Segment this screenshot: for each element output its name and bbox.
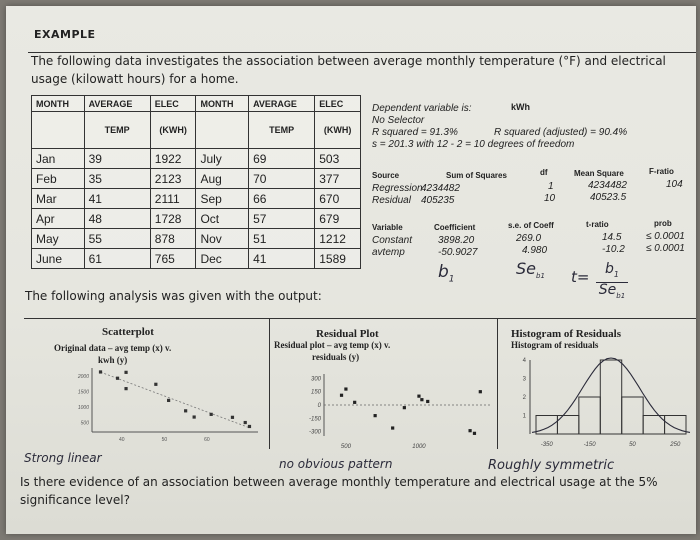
col-subheader: TEMP (249, 112, 315, 149)
y-tick-label: 500 (80, 420, 89, 427)
r-squared: R squared = 91.3% (372, 127, 458, 138)
coef-cell: 4.980 (522, 245, 548, 256)
coef-header: t-ratio (586, 220, 609, 229)
data-point (184, 409, 187, 412)
data-point (353, 401, 356, 404)
x-tick-label: 40 (119, 437, 125, 443)
table-cell: 1728 (150, 209, 196, 229)
table-cell: Feb (32, 169, 85, 189)
data-point (154, 383, 157, 386)
table-cell: July (196, 149, 249, 169)
handwritten-b1 (438, 262, 455, 284)
col-header: AVERAGE (249, 96, 315, 112)
t-numerator (596, 262, 628, 283)
col-header: AVERAGE (84, 96, 150, 112)
intro-line-2: usage (kilowatt hours) for a home. (31, 72, 239, 86)
coef-header: s.e. of Coeff (508, 221, 554, 230)
t-formula-fraction (596, 262, 628, 304)
data-point (473, 432, 476, 435)
coef-header: Coefficient (434, 223, 476, 232)
table-row (32, 149, 361, 169)
data-point (248, 425, 251, 428)
residual-subtitle-2: residuals (y) (312, 352, 360, 362)
anova-header: Mean Square (574, 169, 624, 178)
table-cell: 1922 (150, 149, 196, 169)
top-rule (28, 52, 696, 53)
data-point (244, 421, 247, 424)
histogram-bar (579, 397, 600, 434)
r-squared-adjusted: R squared (adjusted) = 90.4% (494, 127, 628, 138)
coef-cell: avtemp (372, 247, 405, 258)
coef-header: Variable (372, 223, 403, 232)
y-tick-label: 2000 (77, 373, 89, 380)
data-table (31, 95, 361, 269)
x-tick-label: 50 (161, 437, 168, 443)
table-cell: 2123 (150, 169, 196, 189)
table-row (32, 169, 361, 189)
anova-header: Source (372, 171, 400, 180)
table-cell: 41 (84, 189, 150, 209)
dep-var-label: Dependent variable is: (372, 103, 472, 114)
table-cell: May (32, 229, 85, 249)
coef-cell: ≤ 0.0001 (646, 231, 685, 242)
data-point (167, 399, 170, 402)
table-cell: 1589 (315, 249, 361, 269)
table-cell: 51 (249, 229, 315, 249)
table-cell: Nov (196, 229, 249, 249)
table-cell: Mar (32, 189, 85, 209)
b1-letter: b (438, 262, 449, 282)
x-tick-label: 500 (340, 444, 351, 449)
dep-var-value: kWh (511, 102, 530, 112)
selector-label: No Selector (372, 115, 425, 126)
y-tick-label: 4 (522, 358, 526, 364)
coef-cell: 269.0 (516, 233, 542, 244)
table-subheader-row (32, 112, 361, 149)
table-cell: Aug (196, 169, 249, 189)
data-point (344, 387, 347, 390)
worksheet-page (6, 6, 696, 534)
anova-cell: 40523.5 (590, 192, 627, 203)
t-den-sub: b1 (616, 291, 626, 300)
col-subheader (196, 112, 249, 149)
data-point (417, 395, 420, 398)
anova-cell: 10 (544, 193, 556, 204)
coef-cell: 3898.20 (438, 235, 475, 246)
question-line-1: Is there evidence of an association between average monthly temperature and electrical usage at the 5% (20, 475, 658, 489)
col-header: ELEC (315, 96, 361, 112)
anova-header: F-ratio (649, 167, 674, 176)
intro-line-1: The following data investigates the association between average monthly temperature (°F) and electrical (31, 54, 666, 68)
table-header-row (32, 96, 361, 112)
table-cell: 41 (249, 249, 315, 269)
histogram-chart (500, 352, 694, 449)
data-point (116, 377, 119, 380)
handwritten-no-pattern: no obvious pattern (279, 457, 393, 471)
histogram-bar (600, 360, 621, 434)
table-cell: 66 (249, 189, 315, 209)
data-point (468, 429, 471, 432)
question-line-2: significance level? (20, 493, 130, 507)
table-row (32, 229, 361, 249)
handwritten-t-formula (571, 268, 589, 286)
residual-subtitle-1: Residual plot – avg temp (x) v. (274, 340, 391, 350)
table-cell: 55 (84, 229, 150, 249)
data-point (124, 387, 127, 390)
se-subscript: b1 (536, 272, 545, 281)
histogram-bar (622, 397, 643, 434)
table-cell: 61 (84, 249, 150, 269)
table-cell: 670 (315, 189, 361, 209)
scatter-subtitle-1: Original data – avg temp (x) v. (54, 343, 172, 353)
col-subheader: (KWH) (315, 112, 361, 149)
analysis-intro: The following analysis was given with the output: (25, 289, 322, 303)
se-letters: Se (516, 259, 536, 278)
coef-header: prob (654, 219, 672, 228)
table-cell: 503 (315, 149, 361, 169)
table-cell: 679 (315, 209, 361, 229)
data-point (403, 406, 406, 409)
table-cell: 69 (249, 149, 315, 169)
s-line: s = 201.3 with 12 - 2 = 10 degrees of freedom (372, 139, 575, 150)
panel-divider-2 (497, 319, 498, 449)
table-cell: Apr (32, 209, 85, 229)
table-cell: Dec (196, 249, 249, 269)
table-cell: 35 (84, 169, 150, 189)
y-tick-label: -300 (308, 429, 321, 436)
data-point (193, 415, 196, 418)
handwritten-strong-linear: Strong linear (24, 451, 102, 465)
col-subheader: TEMP (84, 112, 150, 149)
handwritten-se (516, 259, 545, 280)
y-tick-label: 1 (522, 413, 526, 420)
col-subheader (32, 112, 85, 149)
coef-cell: -10.2 (602, 244, 625, 255)
x-tick-label: 1000 (412, 444, 426, 449)
table-cell: June (32, 249, 85, 269)
scatter-subtitle-2: kwh (y) (98, 355, 128, 365)
data-point (420, 398, 423, 401)
coef-cell: -50.9027 (438, 247, 478, 258)
data-point (210, 413, 213, 416)
scatter-title: Scatterplot (102, 326, 154, 338)
anova-cell: 405235 (421, 195, 455, 206)
table-cell: 70 (249, 169, 315, 189)
trend-line (101, 372, 250, 428)
histogram-title: Histogram of Residuals (511, 328, 621, 340)
anova-cell: 4234482 (421, 183, 460, 194)
coef-cell: Constant (372, 235, 413, 246)
residual-title: Residual Plot (316, 328, 379, 340)
y-tick-label: -150 (308, 416, 321, 423)
anova-cell: 4234482 (588, 180, 627, 191)
table-row (32, 189, 361, 209)
col-header: ELEC (150, 96, 196, 112)
panel-top-rule (24, 318, 696, 319)
col-subheader: (KWH) (150, 112, 196, 149)
example-label: EXAMPLE (34, 28, 96, 41)
handwritten-roughly-symmetric: Roughly symmetric (488, 458, 615, 473)
col-header: MONTH (196, 96, 249, 112)
scatterplot-chart (26, 364, 266, 449)
x-tick-label: -150 (583, 442, 596, 448)
table-cell: 377 (315, 169, 361, 189)
anova-cell: Residual (372, 195, 411, 206)
table-cell: 2111 (150, 189, 196, 209)
anova-header: Sum of Squares (446, 171, 507, 180)
x-tick-label: -350 (540, 442, 553, 448)
col-header: MONTH (32, 96, 85, 112)
table-cell: 57 (249, 209, 315, 229)
table-cell: 1212 (315, 229, 361, 249)
table-cell: 48 (84, 209, 150, 229)
residual-plot-chart (272, 364, 496, 449)
data-point (479, 390, 482, 393)
normal-curve-sketch (532, 358, 690, 432)
x-tick-label: 250 (670, 442, 681, 448)
y-tick-label: 0 (317, 403, 321, 409)
x-tick-label: 60 (204, 437, 210, 443)
t-denominator (596, 283, 628, 304)
anova-cell: 1 (548, 181, 554, 192)
data-point (99, 370, 102, 373)
y-tick-label: 3 (522, 376, 526, 383)
t-equals: t= (571, 268, 590, 286)
histogram-subtitle: Histogram of residuals (511, 340, 599, 350)
panel-divider-1 (269, 319, 270, 449)
y-tick-label: 1000 (77, 405, 89, 412)
data-point (124, 371, 127, 374)
y-tick-label: 2 (522, 395, 526, 401)
table-cell: Sep (196, 189, 249, 209)
t-den-letters: Se (598, 281, 617, 298)
coef-cell: ≤ 0.0001 (646, 243, 685, 254)
data-point (374, 414, 377, 417)
table-row (32, 209, 361, 229)
data-point (391, 426, 394, 429)
data-point (231, 416, 234, 419)
b1-subscript: 1 (448, 274, 455, 285)
anova-cell: 104 (666, 179, 683, 190)
table-cell: 39 (84, 149, 150, 169)
table-cell: 765 (150, 249, 196, 269)
anova-cell: Regression (372, 183, 423, 194)
data-point (340, 394, 343, 397)
table-cell: Oct (196, 209, 249, 229)
data-point (426, 400, 429, 403)
x-tick-label: 50 (629, 442, 636, 448)
anova-header: df (540, 168, 548, 177)
t-num-sub: 1 (613, 269, 619, 279)
t-num-letter: b (605, 261, 614, 277)
y-tick-label: 150 (310, 389, 321, 396)
table-row (32, 249, 361, 269)
coef-cell: 14.5 (602, 232, 622, 243)
y-tick-label: 300 (310, 376, 321, 383)
table-cell: 878 (150, 229, 196, 249)
table-cell: Jan (32, 149, 85, 169)
y-tick-label: 1500 (77, 389, 89, 396)
